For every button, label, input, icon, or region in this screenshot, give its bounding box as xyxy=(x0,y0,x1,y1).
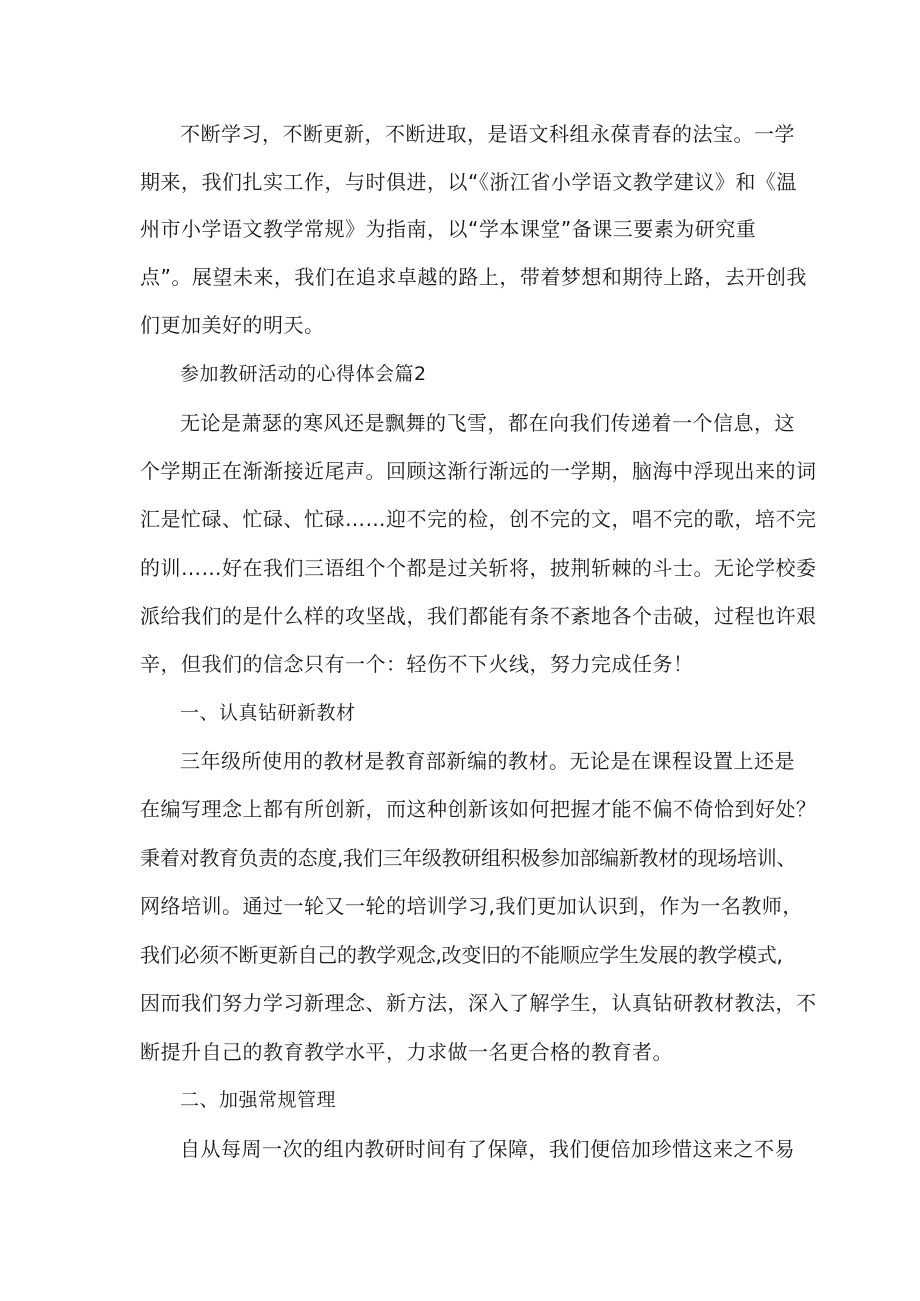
paragraph-2-line-5: 派给我们的是什么样的攻坚战，我们都能有条不紊地各个击破，过程也许艰 xyxy=(140,604,817,628)
section-heading-2: 二、加强常规管理 xyxy=(180,1089,337,1111)
paragraph-3-line-5: 我们必须不断更新自己的教学观念,改变旧的不能顺应学生发展的教学模式, xyxy=(140,943,783,967)
paragraph-2-line-4: 的训……好在我们三语组个个都是过关斩将，披荆斩棘的斗士。无论学校委 xyxy=(140,556,817,580)
paragraph-1-line-3: 州市小学语文教学常规》为指南，以“学本课堂”备课三要素为研究重 xyxy=(140,217,757,241)
paragraph-1-line-5: 们更加美好的明天。 xyxy=(140,313,325,337)
paragraph-1-line-2: 期来，我们扎实工作，与时俱进，以“《浙江省小学语文教学建议》和《温 xyxy=(140,170,797,194)
paragraph-2-line-1: 无论是萧瑟的寒风还是飘舞的飞雪，都在向我们传递着一个信息，这 xyxy=(180,411,795,435)
paragraph-2-line-6: 辛，但我们的信念只有一个：轻伤不下火线，努力完成任务！ xyxy=(140,652,694,676)
paragraph-3-line-6: 因而我们努力学习新理念、新方法，深入了解学生，认真钻研教材教法，不 xyxy=(140,991,817,1015)
paragraph-2-line-2: 个学期正在渐渐接近尾声。回顾这渐行渐远的一学期，脑海中浮现出来的词 xyxy=(140,459,817,483)
article-heading: 参加教研活动的心得体会篇2 xyxy=(180,363,427,385)
paragraph-3-line-7: 断提升自己的教育教学水平，力求做一名更合格的教育者。 xyxy=(140,1040,673,1064)
paragraph-1-line-4: 点”。展望未来，我们在追求卓越的路上，带着梦想和期待上路，去开创我 xyxy=(140,265,807,289)
paragraph-3-line-4: 网络培训。通过一轮又一轮的培训学习,我们更加认识到，作为一名教师， xyxy=(140,894,803,918)
paragraph-3-line-1: 三年级所使用的教材是教育部新编的教材。无论是在课程设置上还是 xyxy=(180,749,795,773)
paragraph-1-line-1: 不断学习，不断更新，不断进取，是语文科组永葆青春的法宝。一学 xyxy=(180,122,795,146)
paragraph-3-line-3: 秉着对教育负责的态度,我们三年级教研组积极参加部编新教材的现场培训、 xyxy=(140,846,797,870)
paragraph-4-line-1: 自从每周一次的组内教研时间有了保障，我们便倍加珍惜这来之不易 xyxy=(180,1137,795,1161)
section-heading-1: 一、认真钻研新教材 xyxy=(180,702,356,724)
paragraph-3-line-2: 在编写理念上都有所创新，而这种创新该如何把握才能不偏不倚恰到好处？ xyxy=(140,797,817,821)
paragraph-2-line-3: 汇是忙碌、忙碌、忙碌……迎不完的检，创不完的文，唱不完的歌，培不完 xyxy=(140,507,817,531)
